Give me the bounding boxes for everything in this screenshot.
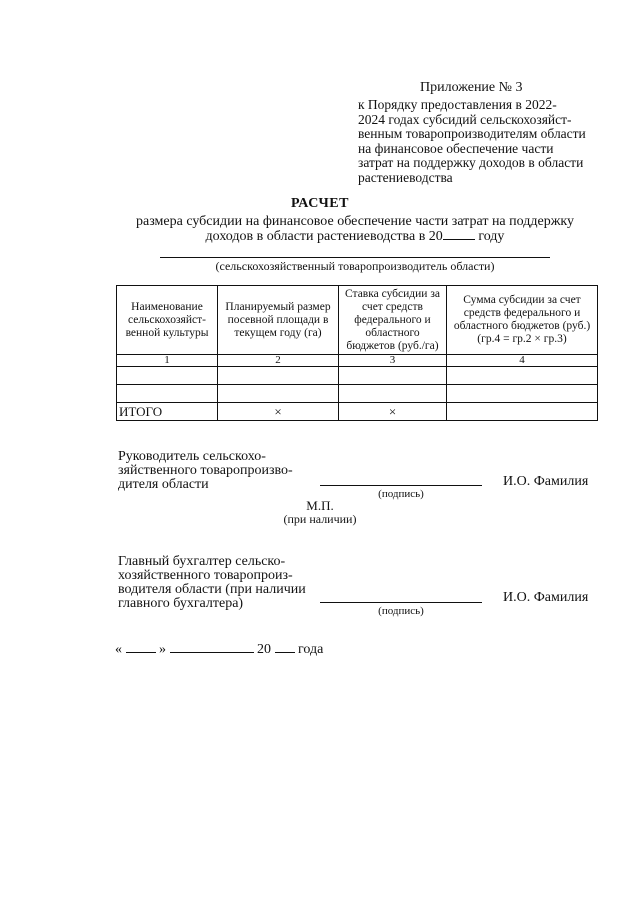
head-signature-label bbox=[118, 450, 293, 492]
signature-label-line: Руководитель сельскохо- bbox=[118, 449, 266, 464]
year-prefix: 20 bbox=[257, 642, 271, 657]
head-signature-line[interactable] bbox=[320, 485, 482, 486]
annex-line: венным товаропроизводителям области bbox=[358, 126, 586, 141]
total-label: ИТОГО bbox=[117, 403, 218, 421]
date-close-quote: » bbox=[159, 642, 166, 657]
table-cell[interactable] bbox=[218, 367, 339, 385]
column-number: 1 bbox=[117, 355, 218, 367]
subtitle-line-2 bbox=[110, 229, 600, 244]
total-row bbox=[117, 403, 598, 421]
table-cell[interactable] bbox=[117, 367, 218, 385]
annex-line: на финансовое обеспечение части bbox=[358, 140, 554, 156]
column-number-row bbox=[117, 355, 598, 367]
annex-text bbox=[358, 98, 608, 185]
header-subsidy-sum: Сумма субсидии за счет средств федерального и областного бюджетов (руб.) (гр.4 = гр.2 × гр.3) bbox=[447, 286, 598, 355]
table-row bbox=[117, 367, 598, 385]
annex-line: растениеводства bbox=[358, 169, 453, 185]
producer-caption: (сельскохозяйственный товаропроизводитель области) bbox=[215, 259, 495, 273]
annex-line: затрат на поддержку доходов в области bbox=[358, 155, 584, 170]
year-blank[interactable] bbox=[443, 239, 475, 240]
column-number: 4 bbox=[447, 355, 598, 367]
table-cell[interactable] bbox=[339, 367, 447, 385]
annex-line: к Порядку предоставления в 2022- bbox=[358, 97, 557, 112]
head-fio: И.О. Фамилия bbox=[503, 474, 589, 489]
subtitle-line-2-suffix: году bbox=[478, 229, 505, 244]
table-row bbox=[117, 385, 598, 403]
head-signature-caption: (подпись) bbox=[378, 488, 424, 500]
table-cell[interactable] bbox=[117, 385, 218, 403]
header-crop-name: Наименование сельскохозяйст- венной культуры bbox=[117, 286, 218, 355]
total-cell-crossed: × bbox=[339, 403, 447, 421]
month-blank[interactable] bbox=[170, 652, 254, 653]
stamp-note: (при наличии) bbox=[283, 512, 357, 526]
annex-line: 2024 годах субсидий сельскохозяйст- bbox=[358, 111, 572, 127]
total-sum-cell[interactable] bbox=[447, 403, 598, 421]
accountant-fio: И.О. Фамилия bbox=[503, 590, 589, 605]
day-blank[interactable] bbox=[126, 652, 156, 653]
accountant-signature-caption: (подпись) bbox=[378, 605, 424, 617]
document-subtitle bbox=[110, 214, 600, 244]
signature-label-line: хозяйственного товаропроиз- bbox=[118, 568, 293, 583]
stamp-label: М.П. bbox=[306, 498, 334, 513]
date-row bbox=[115, 642, 323, 658]
subtitle-line-2-prefix: доходов в области растениеводства в 20 bbox=[205, 229, 443, 244]
signature-label-line: дителя области bbox=[118, 477, 209, 492]
signature-label-line: главного бухгалтера) bbox=[118, 596, 244, 611]
table-header-row bbox=[117, 286, 598, 355]
column-number: 3 bbox=[339, 355, 447, 367]
accountant-signature-line[interactable] bbox=[320, 602, 482, 603]
signature-label-line: водителя области (при наличии bbox=[118, 582, 306, 597]
header-subsidy-rate: Ставка субсидии за счет средств федерального и областного бюджетов (руб./га) bbox=[339, 286, 447, 355]
year-suffix: года bbox=[298, 642, 324, 657]
document-title: РАСЧЕТ bbox=[291, 196, 349, 211]
table-cell[interactable] bbox=[218, 385, 339, 403]
column-number: 2 bbox=[218, 355, 339, 367]
subtitle-line-1: размера субсидии на финансовое обеспечение части затрат на поддержку bbox=[136, 214, 574, 229]
table-cell[interactable] bbox=[447, 367, 598, 385]
date-open-quote: « bbox=[115, 642, 122, 657]
year-blank-date[interactable] bbox=[275, 652, 295, 653]
header-planned-area: Планируемый размер посевной площади в текущем году (га) bbox=[218, 286, 339, 355]
signature-label-line: зяйственного товаропроизво- bbox=[118, 463, 293, 478]
producer-name-line[interactable] bbox=[160, 257, 550, 258]
table-cell[interactable] bbox=[447, 385, 598, 403]
annex-title: Приложение № 3 bbox=[420, 80, 523, 95]
table-cell[interactable] bbox=[339, 385, 447, 403]
total-cell-crossed: × bbox=[218, 403, 339, 421]
calculation-table bbox=[116, 285, 598, 421]
accountant-signature-label bbox=[118, 555, 306, 611]
signature-label-line: Главный бухгалтер сельско- bbox=[118, 554, 286, 569]
